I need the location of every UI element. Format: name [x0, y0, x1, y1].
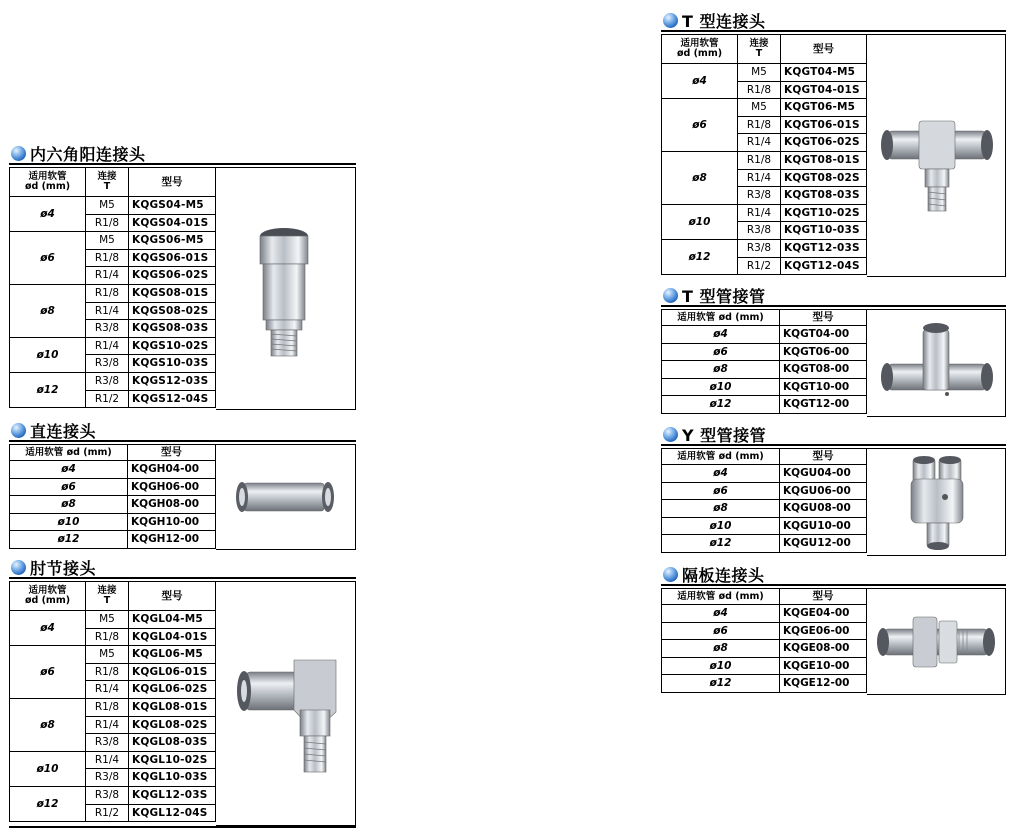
section-title: Y 型管接管 [682, 425, 767, 445]
model-cell: KQGE04-00 [780, 605, 867, 623]
model-cell: KQGH08-00 [128, 496, 216, 514]
header-model: 型号 [128, 445, 216, 461]
tube-diameter-cell: ø6 [662, 482, 780, 500]
thread-cell: R1/8 [86, 214, 129, 232]
header-tube-size: 适用软管 ød (mm) [662, 589, 780, 605]
thread-cell: R1/8 [86, 698, 129, 716]
thread-cell: M5 [86, 197, 129, 215]
model-cell: KQGS04-01S [129, 214, 216, 232]
tube-diameter-cell: ø6 [662, 622, 780, 640]
model-cell: KQGS10-02S [129, 337, 216, 355]
tube-diameter-cell: ø12 [662, 535, 780, 553]
table-header-row [10, 582, 216, 611]
model-cell: KQGT08-03S [781, 187, 867, 205]
table-row [10, 698, 216, 716]
section-title-bar [661, 424, 1006, 446]
tube-diameter-cell: ø8 [662, 640, 780, 658]
table-row [662, 517, 867, 535]
tube-diameter-cell: ø4 [662, 326, 780, 344]
model-cell: KQGS06-M5 [129, 232, 216, 250]
header-tube-size: 适用软管 ød (mm) [10, 582, 86, 611]
header-tube-size: 适用软管 ød (mm) [662, 449, 780, 465]
model-cell: KQGT06-00 [780, 343, 867, 361]
table-row [662, 204, 867, 222]
model-cell: KQGU12-00 [780, 535, 867, 553]
t-tube-table [661, 309, 867, 414]
model-cell: KQGL04-01S [129, 628, 216, 646]
model-cell: KQGH12-00 [128, 531, 216, 549]
y-tube-image [867, 449, 1006, 557]
model-cell: KQGT12-04S [781, 257, 867, 275]
section-title-bar [661, 10, 1006, 32]
thread-cell: R3/8 [738, 222, 781, 240]
table-row [10, 751, 216, 769]
bullet-ball-icon [663, 427, 678, 442]
thread-cell: R1/4 [738, 169, 781, 187]
thread-cell: R3/8 [86, 372, 129, 390]
header-thread: 连接 T [738, 35, 781, 64]
model-cell: KQGT04-00 [780, 326, 867, 344]
model-cell: KQGT08-00 [780, 361, 867, 379]
elbow-photo-panel [216, 581, 356, 826]
table-row [662, 622, 867, 640]
thread-cell: R1/4 [86, 267, 129, 285]
thread-cell: R1/8 [738, 151, 781, 169]
header-tube-size: 适用软管 ød (mm) [662, 310, 780, 326]
thread-cell: R1/2 [738, 257, 781, 275]
thread-cell: R3/8 [738, 239, 781, 257]
model-cell: KQGU10-00 [780, 517, 867, 535]
tube-diameter-cell: ø10 [662, 517, 780, 535]
tube-diameter-cell: ø10 [662, 204, 738, 239]
header-tube-size: 适用软管 ød (mm) [10, 445, 128, 461]
table-row [662, 326, 867, 344]
hex-socket-photo-panel [216, 167, 356, 410]
tube-diameter-cell: ø12 [10, 531, 128, 549]
thread-cell: R1/8 [738, 116, 781, 134]
model-cell: KQGT12-03S [781, 239, 867, 257]
thread-cell: R1/2 [86, 390, 129, 408]
model-cell: KQGH04-00 [128, 461, 216, 479]
model-cell: KQGT04-01S [781, 81, 867, 99]
tube-diameter-cell: ø4 [662, 605, 780, 623]
tube-diameter-cell: ø10 [662, 378, 780, 396]
header-model: 型号 [129, 582, 216, 611]
tube-diameter-cell: ø10 [662, 657, 780, 675]
section-elbow [9, 557, 356, 579]
bullet-ball-icon [663, 13, 678, 28]
tube-diameter-cell: ø8 [662, 151, 738, 204]
tube-diameter-cell: ø6 [10, 646, 86, 699]
model-cell: KQGU08-00 [780, 500, 867, 518]
model-cell: KQGL08-03S [129, 734, 216, 752]
model-cell: KQGH06-00 [128, 478, 216, 496]
section-title-bar [661, 564, 1006, 586]
section-title-bar [9, 143, 356, 165]
header-model: 型号 [780, 589, 867, 605]
table-header-row [662, 310, 867, 326]
t-connector-image [867, 35, 1006, 278]
model-cell: KQGT06-M5 [781, 99, 867, 117]
elbow-table [9, 581, 216, 822]
model-cell: KQGL10-02S [129, 751, 216, 769]
thread-cell: R1/4 [86, 302, 129, 320]
tube-diameter-cell: ø10 [10, 337, 86, 372]
tube-diameter-cell: ø4 [662, 64, 738, 99]
section-title: 肘节接头 [30, 558, 97, 578]
model-cell: KQGL08-01S [129, 698, 216, 716]
thread-cell: R3/8 [86, 786, 129, 804]
table-row [10, 531, 216, 549]
model-cell: KQGS12-03S [129, 372, 216, 390]
elbow-fitting-image [216, 582, 356, 827]
model-cell: KQGS08-03S [129, 320, 216, 338]
model-cell: KQGL10-03S [129, 769, 216, 787]
tube-diameter-cell: ø8 [10, 496, 128, 514]
table-row [10, 513, 216, 531]
tube-diameter-cell: ø4 [10, 461, 128, 479]
model-cell: KQGT06-02S [781, 134, 867, 152]
section-title: 隔板连接头 [682, 565, 765, 585]
table-row [10, 461, 216, 479]
thread-cell: R1/4 [738, 134, 781, 152]
model-cell: KQGH10-00 [128, 513, 216, 531]
section-bulkhead [661, 564, 1006, 586]
bullet-ball-icon [11, 146, 26, 161]
model-cell: KQGT08-02S [781, 169, 867, 187]
tube-diameter-cell: ø8 [10, 698, 86, 751]
tube-diameter-cell: ø4 [10, 611, 86, 646]
y-tube-photo-panel [867, 448, 1006, 556]
y-tube-table [661, 448, 867, 553]
header-thread: 连接 T [86, 168, 129, 197]
thread-cell: R3/8 [86, 734, 129, 752]
thread-cell: M5 [738, 64, 781, 82]
table-row [662, 640, 867, 658]
header-model: 型号 [780, 310, 867, 326]
model-cell: KQGU06-00 [780, 482, 867, 500]
straight-table [9, 444, 216, 549]
table-row [662, 64, 867, 82]
header-tube-size: 适用软管 ød (mm) [10, 168, 86, 197]
thread-cell: M5 [86, 232, 129, 250]
model-cell: KQGT12-00 [780, 396, 867, 414]
thread-cell: R1/8 [86, 249, 129, 267]
table-row [662, 500, 867, 518]
model-cell: KQGT04-M5 [781, 64, 867, 82]
model-cell: KQGU04-00 [780, 465, 867, 483]
tube-diameter-cell: ø8 [662, 361, 780, 379]
thread-cell: R3/8 [86, 320, 129, 338]
section-title: T 型管接管 [682, 286, 766, 306]
tube-diameter-cell: ø12 [662, 239, 738, 274]
table-row [10, 496, 216, 514]
table-row [662, 239, 867, 257]
table-row [662, 378, 867, 396]
section-title-bar [9, 420, 356, 442]
table-header-row [662, 589, 867, 605]
tube-diameter-cell: ø12 [10, 372, 86, 407]
header-thread: 连接 T [86, 582, 129, 611]
table-header-row [10, 168, 216, 197]
table-header-row [10, 445, 216, 461]
tube-diameter-cell: ø4 [10, 197, 86, 232]
model-cell: KQGT10-03S [781, 222, 867, 240]
section-title-bar [9, 557, 356, 579]
thread-cell: M5 [86, 646, 129, 664]
model-cell: KQGL06-01S [129, 663, 216, 681]
hex-socket-table [9, 167, 216, 408]
bulkhead-union-image [867, 589, 1006, 696]
section-hex-socket [9, 143, 356, 165]
table-row [10, 197, 216, 215]
model-cell: KQGL06-M5 [129, 646, 216, 664]
tube-diameter-cell: ø8 [10, 284, 86, 337]
table-row [662, 465, 867, 483]
tube-diameter-cell: ø12 [662, 675, 780, 693]
table-row [10, 646, 216, 664]
model-cell: KQGS08-01S [129, 284, 216, 302]
table-row [10, 232, 216, 250]
header-model: 型号 [781, 35, 867, 64]
table-row [10, 786, 216, 804]
table-row [662, 151, 867, 169]
model-cell: KQGL04-M5 [129, 611, 216, 629]
straight-union-image [216, 445, 356, 551]
model-cell: KQGS12-04S [129, 390, 216, 408]
thread-cell: R1/2 [86, 804, 129, 822]
section-straight [9, 420, 356, 442]
model-cell: KQGE10-00 [780, 657, 867, 675]
tube-diameter-cell: ø6 [10, 232, 86, 285]
header-model: 型号 [780, 449, 867, 465]
section-title: 内六角阳连接头 [30, 144, 146, 164]
thread-cell: M5 [86, 611, 129, 629]
thread-cell: R1/4 [86, 681, 129, 699]
table-row [10, 372, 216, 390]
bullet-ball-icon [663, 567, 678, 582]
table-row [10, 284, 216, 302]
t-tube-photo-panel [867, 309, 1006, 417]
thread-cell: M5 [738, 99, 781, 117]
model-cell: KQGS10-03S [129, 355, 216, 373]
model-cell: KQGT10-02S [781, 204, 867, 222]
table-row [662, 657, 867, 675]
table-row [10, 337, 216, 355]
table-header-row [662, 35, 867, 64]
table-row [10, 478, 216, 496]
table-row [662, 535, 867, 553]
tube-diameter-cell: ø6 [10, 478, 128, 496]
tube-diameter-cell: ø4 [662, 465, 780, 483]
model-cell: KQGE12-00 [780, 675, 867, 693]
thread-cell: R1/8 [86, 663, 129, 681]
model-cell: KQGT06-01S [781, 116, 867, 134]
bulkhead-table [661, 588, 867, 693]
thread-cell: R1/4 [86, 751, 129, 769]
section-title-bar [661, 285, 1006, 307]
model-cell: KQGT10-00 [780, 378, 867, 396]
thread-cell: R1/8 [738, 81, 781, 99]
tube-diameter-cell: ø8 [662, 500, 780, 518]
table-row [10, 611, 216, 629]
model-cell: KQGL12-03S [129, 786, 216, 804]
header-tube-size: 适用软管 ød (mm) [662, 35, 738, 64]
thread-cell: R3/8 [86, 355, 129, 373]
table-row [662, 343, 867, 361]
table-row [662, 605, 867, 623]
table-row [662, 396, 867, 414]
thread-cell: R1/8 [86, 628, 129, 646]
table-header-row [662, 449, 867, 465]
section-title: T 型连接头 [682, 11, 766, 31]
straight-photo-panel [216, 444, 356, 550]
thread-cell: R1/4 [86, 337, 129, 355]
section-t-tube [661, 285, 1006, 307]
tube-diameter-cell: ø10 [10, 751, 86, 786]
section-title: 直连接头 [30, 421, 97, 441]
model-cell: KQGE06-00 [780, 622, 867, 640]
thread-cell: R3/8 [86, 769, 129, 787]
t-connector-table [661, 34, 867, 275]
tube-diameter-cell: ø6 [662, 99, 738, 152]
bullet-ball-icon [663, 288, 678, 303]
tube-diameter-cell: ø6 [662, 343, 780, 361]
section-y-tube [661, 424, 1006, 446]
model-cell: KQGS04-M5 [129, 197, 216, 215]
bottom-rule [9, 826, 356, 828]
tube-diameter-cell: ø10 [10, 513, 128, 531]
t-connector-photo-panel [867, 34, 1006, 277]
tube-diameter-cell: ø12 [10, 786, 86, 821]
tube-diameter-cell: ø12 [662, 396, 780, 414]
section-t-connector [661, 10, 1006, 32]
model-cell: KQGE08-00 [780, 640, 867, 658]
model-cell: KQGL08-02S [129, 716, 216, 734]
thread-cell: R3/8 [738, 187, 781, 205]
table-row [662, 99, 867, 117]
thread-cell: R1/4 [738, 204, 781, 222]
model-cell: KQGS06-02S [129, 267, 216, 285]
bullet-ball-icon [11, 423, 26, 438]
model-cell: KQGS08-02S [129, 302, 216, 320]
t-tube-image [867, 310, 1006, 418]
model-cell: KQGL12-04S [129, 804, 216, 822]
hex-socket-fitting-image [216, 168, 356, 411]
table-row [662, 482, 867, 500]
table-row [662, 675, 867, 693]
bulkhead-photo-panel [867, 588, 1006, 695]
model-cell: KQGL06-02S [129, 681, 216, 699]
thread-cell: R1/4 [86, 716, 129, 734]
thread-cell: R1/8 [86, 284, 129, 302]
bullet-ball-icon [11, 560, 26, 575]
header-model: 型号 [129, 168, 216, 197]
model-cell: KQGT08-01S [781, 151, 867, 169]
model-cell: KQGS06-01S [129, 249, 216, 267]
table-row [662, 361, 867, 379]
